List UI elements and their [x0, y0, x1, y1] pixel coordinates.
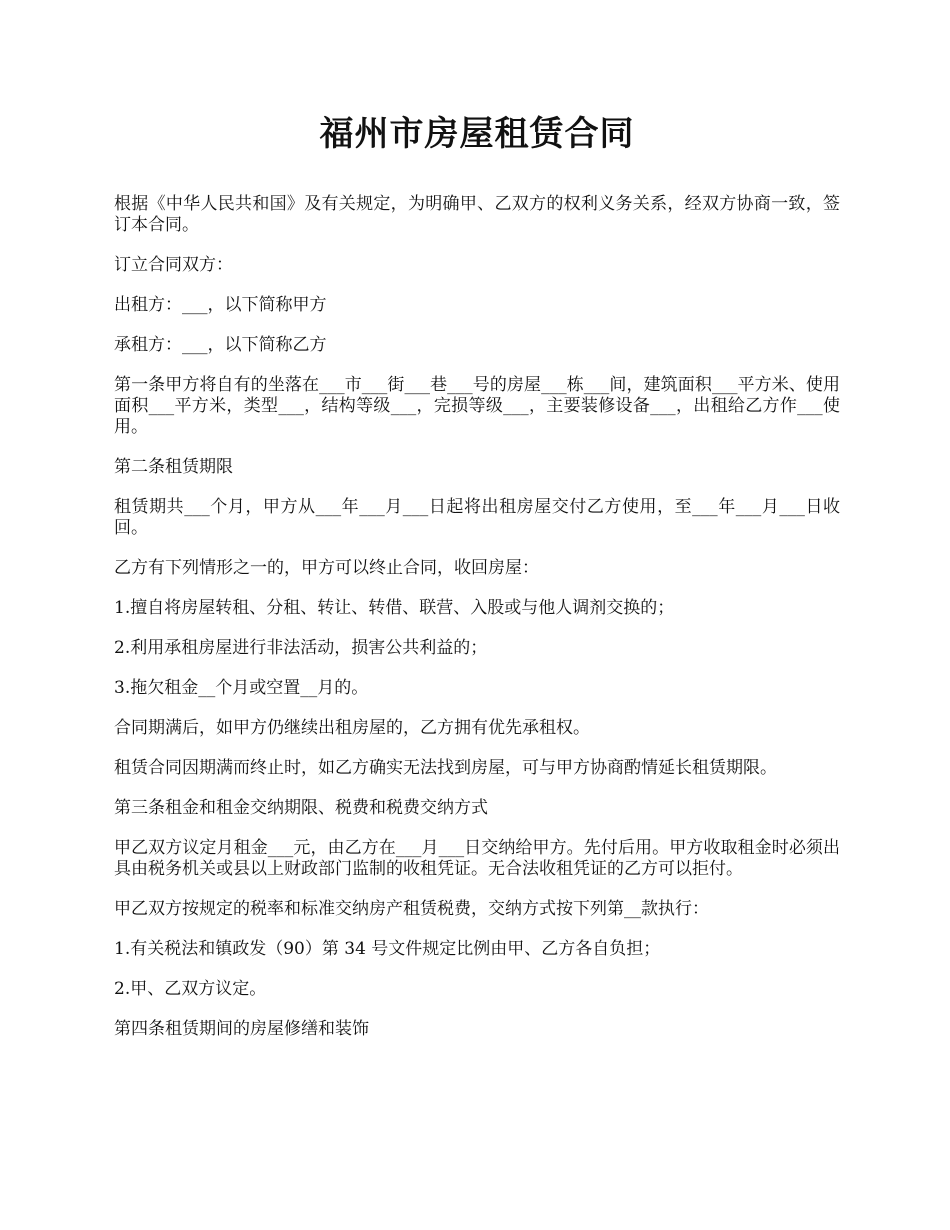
paragraph-tax-item-1: 1.有关税法和镇政发（90）第 34 号文件规定比例由甲、乙方各自负担； — [114, 939, 661, 959]
paragraph-article-1: 第一条甲方将自有的坐落在___市___街___巷___号的房屋___栋___间，建筑面积___平方米、使用面积___平方米，类型___，结构等级___，完损等级___，主要装修设备___，出租给乙方作___使用。 — [114, 375, 840, 437]
paragraph-termination-item-2: 2.利用承租房屋进行非法活动，损害公共利益的； — [114, 638, 488, 658]
paragraph-tax-item-2: 2.甲、乙双方议定。 — [114, 979, 267, 999]
paragraph-priority-right: 合同期满后，如甲方仍继续出租房屋的，乙方拥有优先承租权。 — [114, 718, 590, 738]
paragraph-tax-payment: 甲乙双方按规定的税率和标准交纳房产租赁税费，交纳方式按下列第__款执行： — [114, 899, 709, 919]
paragraph-lessor: 出租方：___，以下简称甲方 — [114, 295, 327, 315]
paragraph-termination-item-3: 3.拖欠租金__个月或空置__月的。 — [114, 678, 369, 698]
paragraph-article-4-heading: 第四条租赁期间的房屋修缮和装饰 — [114, 1019, 369, 1039]
paragraph-lease-term: 租赁期共___个月，甲方从___年___月___日起将出租房屋交付乙方使用，至___年___月___日收回。 — [114, 497, 840, 538]
paragraph-preamble: 根据《中华人民共和国》及有关规定，为明确甲、乙双方的权利义务关系，经双方协商一致，签订本合同。 — [114, 194, 840, 235]
paragraph-extension: 租赁合同因期满而终止时，如乙方确实无法找到房屋，可与甲方协商酌情延长租赁期限。 — [114, 758, 777, 778]
paragraph-termination-intro: 乙方有下列情形之一的，甲方可以终止合同，收回房屋： — [114, 558, 539, 578]
paragraph-lessee: 承租方：___，以下简称乙方 — [114, 335, 327, 355]
paragraph-termination-item-1: 1.擅自将房屋转租、分租、转让、转借、联营、入股或与他人调剂交换的； — [114, 598, 675, 618]
paragraph-parties-heading: 订立合同双方： — [114, 255, 233, 275]
paragraph-rent-payment: 甲乙双方议定月租金___元，由乙方在___月___日交纳给甲方。先付后用。甲方收取租金时必须出具由税务机关或县以上财政部门监制的收租凭证。无合法收租凭证的乙方可以拒付。 — [114, 838, 840, 879]
document-title: 福州市房屋租赁合同 — [319, 114, 635, 154]
paragraph-article-3-heading: 第三条租金和租金交纳期限、税费和税费交纳方式 — [114, 798, 488, 818]
paragraph-article-2-heading: 第二条租赁期限 — [114, 457, 233, 477]
